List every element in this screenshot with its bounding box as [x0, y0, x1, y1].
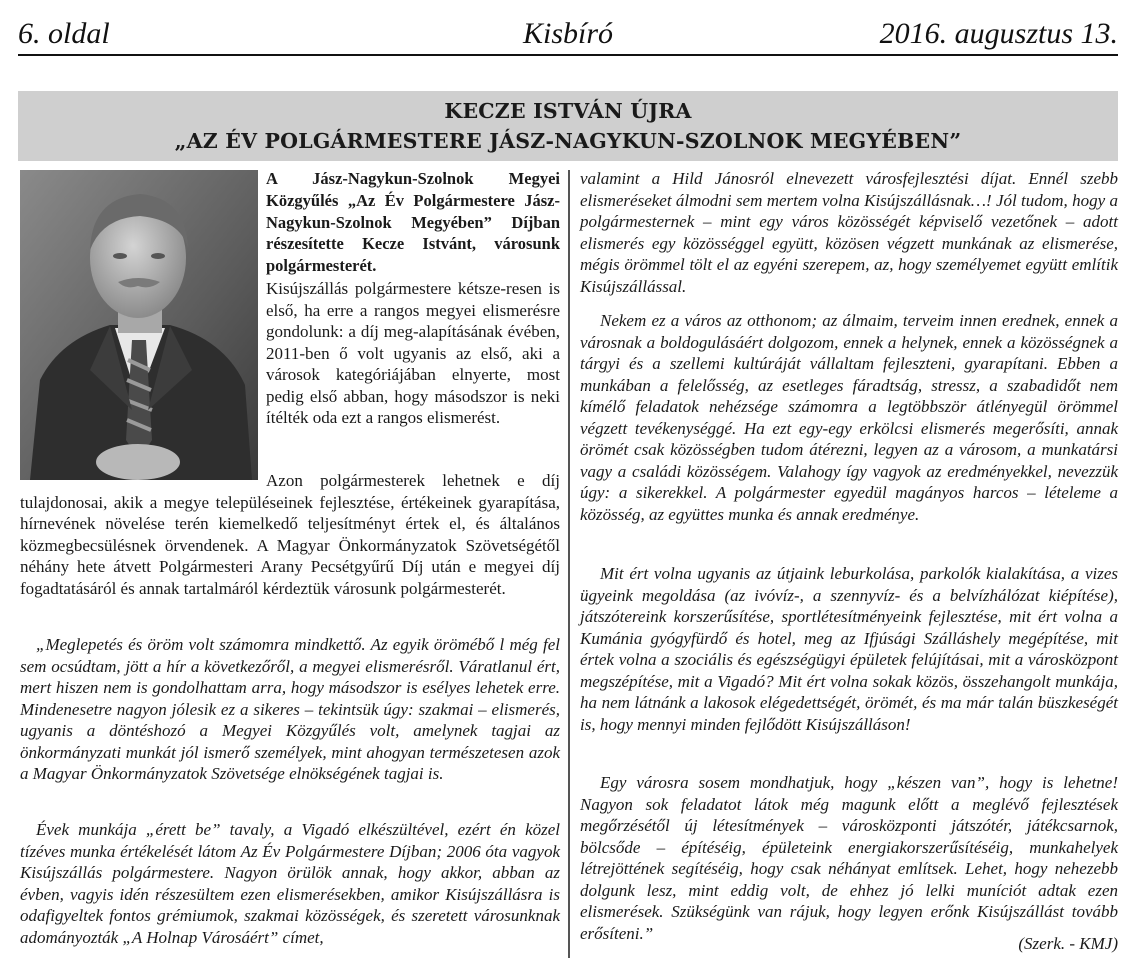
page-number: 6. oldal — [18, 17, 110, 50]
column-divider — [568, 170, 570, 958]
article-lead: A Jász-Nagykun-Szolnok Megyei Közgyűlés „Az Év Polgármestere Jász-Nagykun-Szolnok Megyében” Díjban részesítette Kecze Istvánt, városunk polgármesterét. — [266, 169, 560, 276]
right-paragraph-2: Nekem ez a város az otthonom; az álmaim, terveim innen erednek, ennek a városnak a boldogulásáért dolgozom, ennek a helynek, ennek a közösségnek a tárgyi és a szellemi kultúráját vállaltam fejleszteni, gyarapítani. Ebben a munkában a felelősség, az esetleges fáradtság, stressz, a szabadidőt nem kímélő feladatok nehézsége számomra a legtöbbször átlényegül örömmel végzett tevékenységgé. Ha ezt egy-egy erkölcsi elismerés megerősíti, annak örömét csak közösségben tudom átérezni, legyen az a városom, a munkatársi vagy a családi közösségem. Valahogy így vagyok az eredményekkel, nevezzük úgy: a sikerekkel. A polgármester egyedül magányos harcos – lételeme a közösség, az együttes munka és annak eredménye. — [580, 311, 1118, 524]
portrait-photo — [20, 170, 258, 480]
paragraph-award-criteria: Azon polgármesterek lehetnek e díj tulajdonosai, akik a megye településeinek fejlesztése, értékeinek gyarapítása, hírnevének növelése terén kiemelkedő teljesítményt értek el, és általános közmegbecsülésnek örvendenek. A Magyar Önkormányzatok Szövetségétől néhány hete átvett Polgármesteri Arany Pecsétgyűrű Díj után e megyei díj fogadtatásáról és annak tartalmáról kérdeztük városunk polgármesterét. — [20, 471, 560, 598]
title-line-2: „AZ ÉV POLGÁRMESTERE JÁSZ-NAGYKUN-SZOLNOK MEGYÉBEN” — [174, 129, 962, 153]
issue-date: 2016. augusztus 13. — [879, 17, 1118, 50]
title-line-1: KECZE ISTVÁN ÚJRA — [444, 99, 692, 123]
paragraph-intro: Kisújszállás polgármestere kétsze-resen is első, ha erre a rangos megyei elismerésre gondolunk: a díj meg-alapításának évében, 2011-ben ő volt ugyanis az első, aki a városok kategóriájában elnyerte, most pedig első abban, hogy másodszor is neki ítélték oda ezt a rangos elismerést. — [266, 279, 560, 427]
author-signature: (Szerk. - KMJ) — [1018, 934, 1118, 953]
page-header — [18, 16, 1118, 52]
quote-paragraph-2: Évek munkája „érett be” tavaly, a Vigadó elkészültével, ezért én közel tízéves munka értékelését látom Az Év Polgármestere Díjban; 2006 óta vagyok Kisújszállás polgármestere. Nagyon örülök annak, hogy akkor, abban az évben, vagyis idén részesültem ezen elismerésekben, amikor Kisújszállásra is odafigyeltek fontos grémiumok, szakmai közösségek, és szeretett városunknak adományozták „A Holnap Városáért” címet, — [20, 820, 560, 947]
header-divider — [18, 54, 1118, 56]
publication-name: Kisbíró — [522, 17, 614, 50]
quote-paragraph-1: „Meglepetés és öröm volt számomra mindkettő. Az egyik örömébő l még fel sem ocsúdtam, jött a hír a következőről, a megyei elismerésről. Váratlanul ért, mert hiszen nem is gondolhattam arra, hogy másodszor is esélyes lehetek erre. Mindenesetre nagyon jólesik ez a sikeres – tekintsük úgy: szakmai – elismerés, ugyanis a döntéshozó a Megyei Közgyűlés volt, amelynek tagjai az önkormányzati munkát jól ismerő személyek, mint ahogyan természetesen azok a Magyar Önkormányzatok Szövetsége elnökségének tagjai is. — [20, 635, 560, 783]
right-paragraph-4: Egy városra sosem mondhatjuk, hogy „készen van”, hogy is lehetne! Nagyon sok feladatot látok még magunk előtt a meglévő fejlesztések megőrzésétől új létesítmények – városközponti játszótér, játékcsarnok, bölcsőde – építéséig, épületeink energiakorszerűsítéséig, munkahelyek létrejöttének segítéséig, hogy csak néhányat említsek. Lehet, hogy nehezebb dolgunk lesz, mint eddig volt, de ehhez jó lelki muníciót adtak ezen elismerések. Szükségünk van rájuk, hogy legyen erőnk Kisújszállást tovább erősíteni.” — [580, 773, 1118, 943]
right-paragraph-1: valamint a Hild Jánosról elnevezett városfejlesztési díjat. Ennél szebb elismeréseket álmodni sem mertem volna Kisújszállásnak…! Jól tudom, hogy a polgármesternek – mint egy város közösségét képviselő vezetőnek – adott elismerés egy közösséggel együtt, közösen végzett munkának az elismerése, mégis örömmel tölt el az egyéni szerepem, az, hogy személyemet együtt említik Kisújszállással. — [580, 169, 1118, 296]
portrait-illustration — [20, 170, 258, 480]
article-title — [18, 91, 1118, 161]
right-paragraph-3: Mit ért volna ugyanis az útjaink leburkolása, parkolók kialakítása, a vizes ügyeink megoldása (az ivóvíz-, a szennyvíz- és a belvízhálózat kiépítése), játszótereink korszerűsítése, sportlétesítményeink fejlesztése, mit ért volna a Kumánia gyógyfürdő és hotel, meg az Ifjúsági Szálláshely megépítése, mit értek volna a szociális és egészségügyi épületek felújításai, mit a városközpont megszépítése, mit a Vigadó? Mit ért volna sokak közös, összehangolt munkája, ha nem látnánk a lakosok elégedettségét, örömét, és ma már talán büszkeségét is, hogy mennyi minden fejlődött Kisújszálláson! — [580, 564, 1118, 734]
